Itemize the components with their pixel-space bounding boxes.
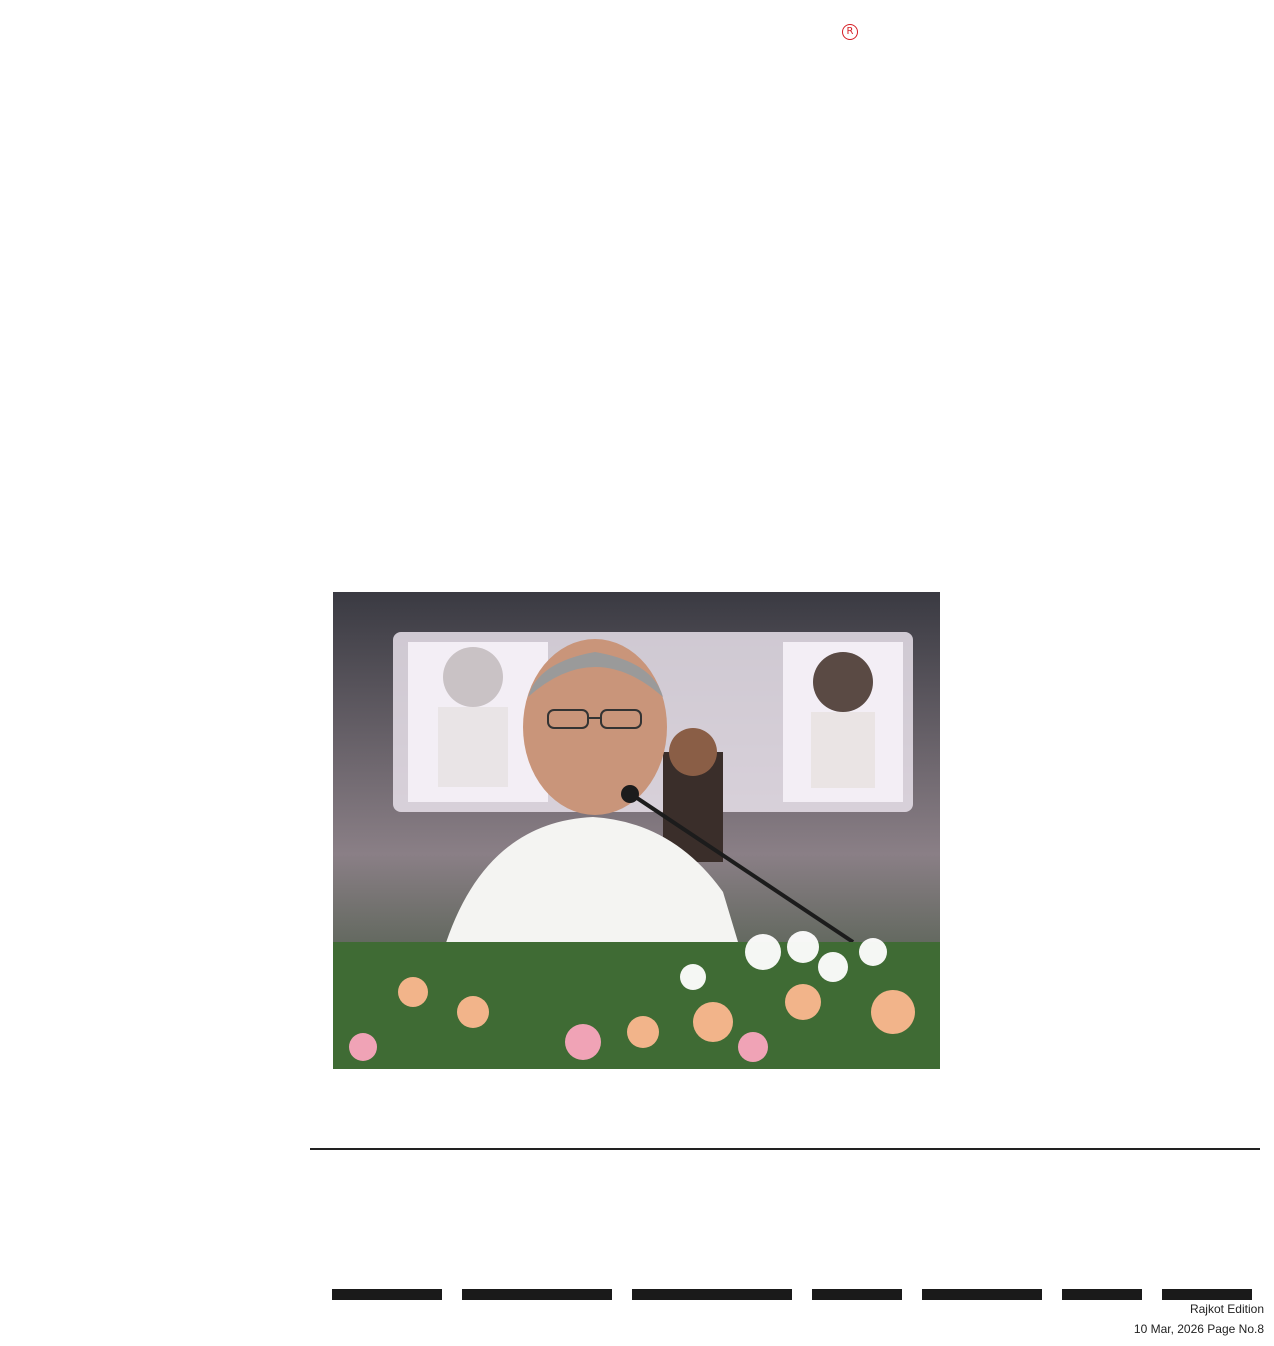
headline-line-1 [14,212,1260,312]
second-story-headline-cut [322,1286,1262,1300]
masthead [412,14,862,204]
registered-mark: R [842,24,858,40]
deck-line-1 [14,462,1260,518]
newspaper-logo [412,50,852,168]
photo-caption-middle [647,1082,942,1142]
footer-date-page: 10 Mar, 2026 Page No.8 [1133,1322,1264,1336]
masthead-tagline [412,20,682,42]
second-story-headline [322,1170,1262,1280]
byline [80,594,280,618]
photo-caption-left [333,1082,628,1142]
deck-line-2 [14,524,1260,580]
footer-edition: Rajkot Edition [1189,1302,1264,1316]
cut-off-text-graphic [322,1287,1262,1300]
news-photo [333,592,940,1069]
news-photo-graphic [333,592,940,1069]
story-divider [310,1148,1260,1150]
article-column-left [14,622,304,1290]
article-column-right [968,592,1260,1144]
edition-type [712,174,852,200]
headline-line-2 [14,340,1260,440]
